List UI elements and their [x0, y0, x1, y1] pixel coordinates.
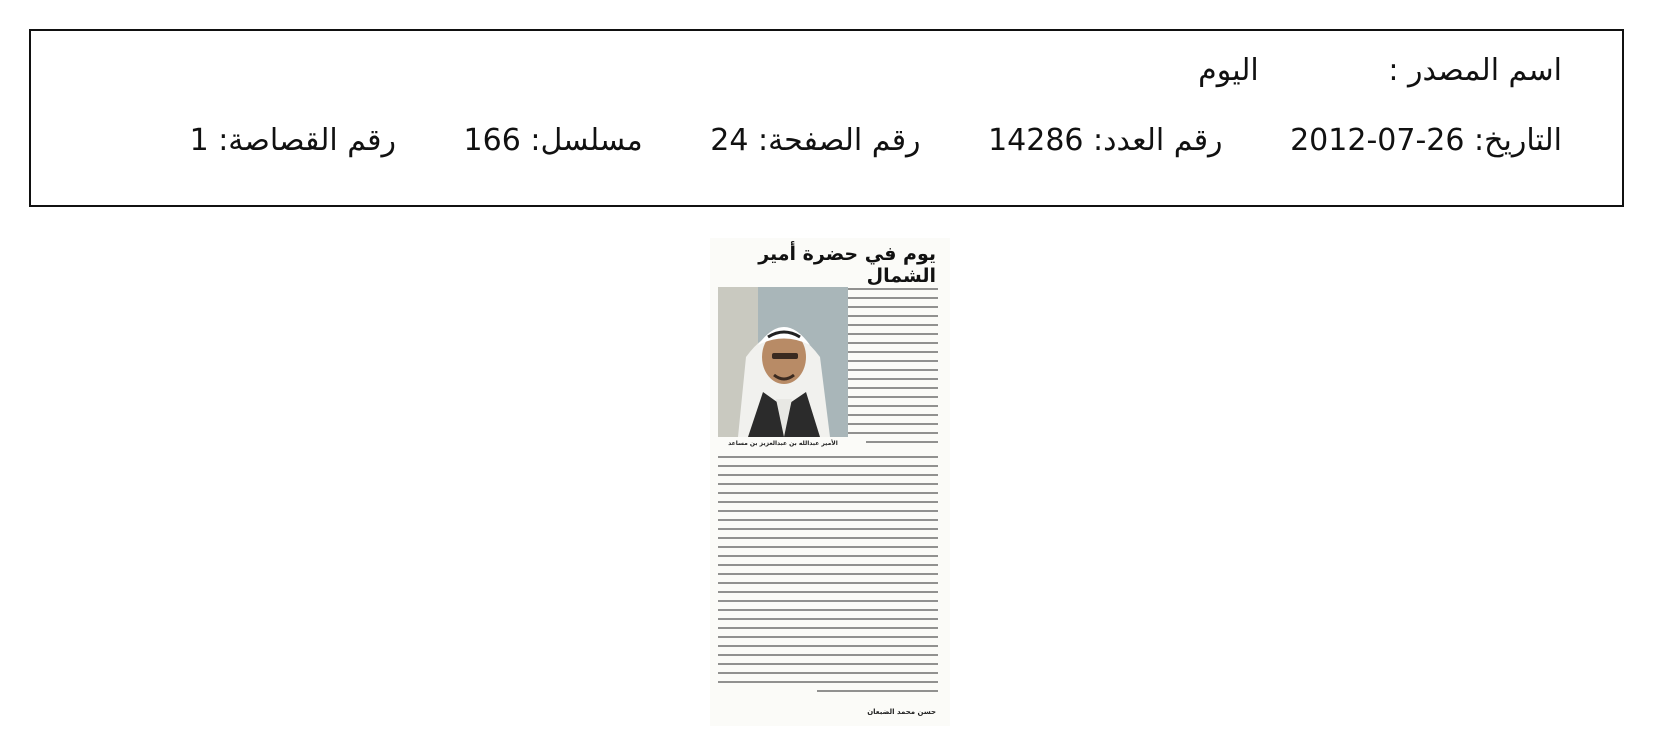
- source-label: اسم المصدر :: [1388, 53, 1562, 88]
- source-row: [1198, 53, 1562, 88]
- clip-number-field: رقم القصاصة: 1: [189, 123, 396, 158]
- article-column-text: [848, 288, 938, 450]
- article-author: حسن محمد الضبعان: [867, 708, 936, 716]
- article-photo: [718, 287, 848, 437]
- issue-number-field: رقم العدد: 14286: [988, 123, 1223, 158]
- source-value: اليوم: [1198, 53, 1259, 88]
- details-row: [190, 123, 1562, 158]
- serial-field: مسلسل: 166: [463, 123, 643, 158]
- clipping-metadata-box: [29, 29, 1624, 207]
- newspaper-clipping: [710, 238, 950, 726]
- photo-caption: الأمير عبدالله بن عبدالعزيز بن مساعد: [728, 440, 838, 447]
- page-number-field: رقم الصفحة: 24: [710, 123, 921, 158]
- portrait-illustration: [718, 287, 848, 437]
- article-body-text: [718, 456, 938, 699]
- date-field: التاريخ: 26-07-2012: [1290, 123, 1562, 158]
- article-title: يوم في حضرة أمير الشمال: [758, 243, 936, 287]
